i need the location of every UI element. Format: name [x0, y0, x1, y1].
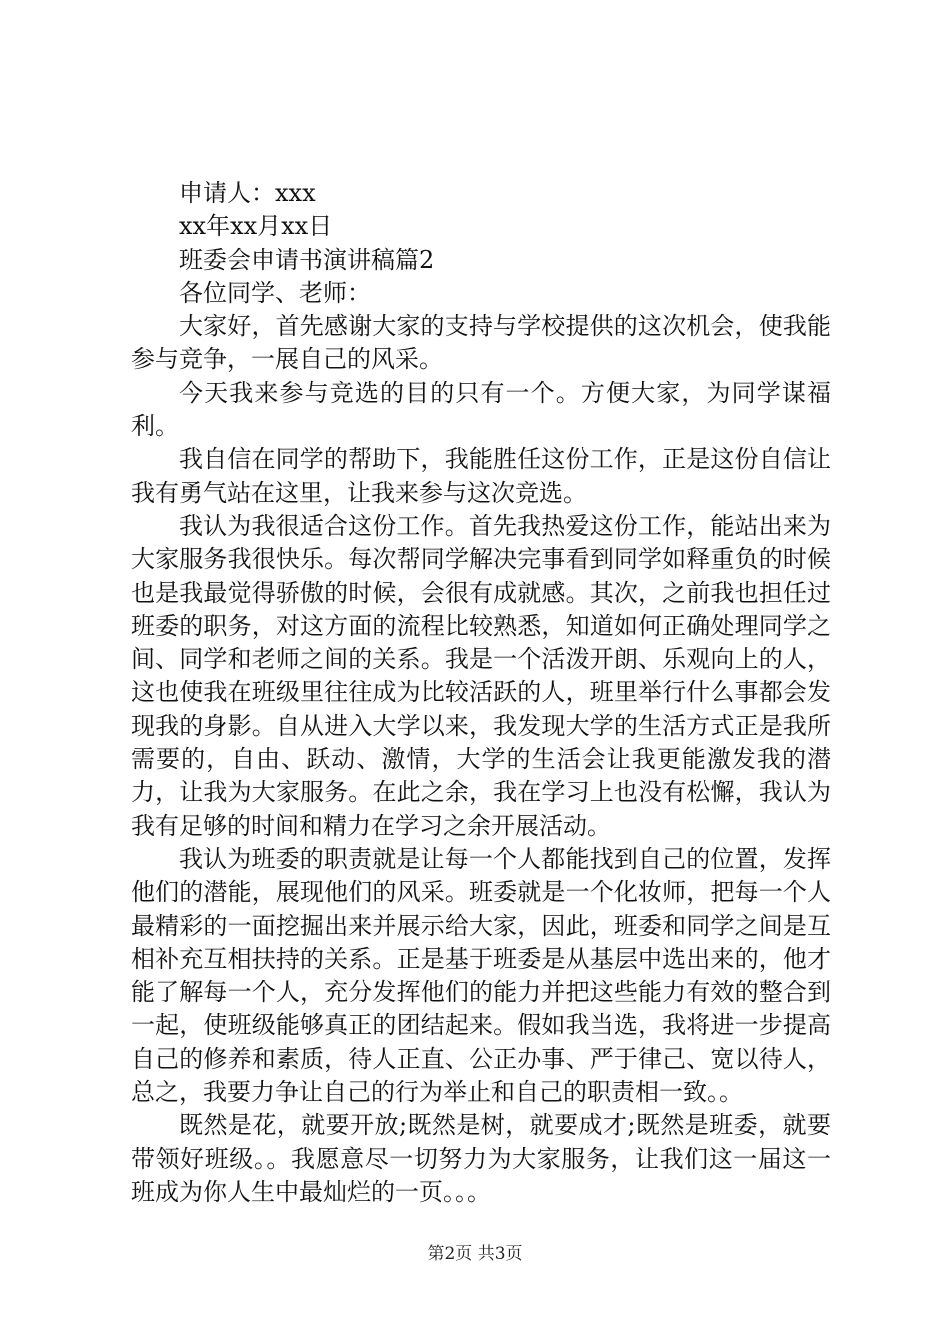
date-line: xx年xx月xx日	[179, 212, 333, 241]
paragraph-5: 我认为班委的职责就是让每一个人都能找到自己的位置，发挥他们的潜能，展现他们的风采。班委就是一个化妆师，把每一个人最精彩的一面挖掘出来并展示给大家，因此，班委和同学之间是互相补充互相扶持的关系。正是基于班委是从基层中选出来的，他才能了解每一个人，充分发挥他们的能力并把这些能力有效的整合到一起，使班级能够真正的团结起来。假如我当选，我将进一步提高自己的修养和素质，待人正直、公正办事、严于律己、宽以待人，总之，我要力争让自己的行为举止和自己的职责相一致。。	[131, 844, 831, 1107]
paragraph-6: 既然是花，就要开放;既然是树，就要成才;既然是班委，就要带领好班级。。我愿意尽一切努力为大家服务，让我们这一届这一班成为你人生中最灿烂的一页。。。	[131, 1111, 831, 1206]
paragraph-1: 大家好，首先感谢大家的支持与学校提供的这次机会，使我能参与竞争，一展自己的风采。	[131, 312, 831, 374]
section-title: 班委会申请书演讲稿篇2	[179, 245, 435, 274]
applicant-line: 申请人：xxx	[179, 179, 316, 207]
page-number-footer: 第2页 共3页	[427, 1244, 523, 1264]
paragraph-2: 今天我来参与竞选的目的只有一个。方便大家，为同学谋福利。	[131, 378, 831, 441]
paragraph-4: 我认为我很适合这份工作。首先我热爱这份工作，能站出来为大家服务我很快乐。每次帮同学解决完事看到同学如释重负的时候也是我最觉得骄傲的时候，会很有成就感。其次，之前我也担任过班委的职务，对这方面的流程比较熟悉，知道如何正确处理同学之间、同学和老师之间的关系。我是一个活泼开朗、乐观向上的人，这也使我在班级里往往成为比较活跃的人，班里举行什么事都会发现我的身影。自从进入大学以来，我发现大学的生活方式正是我所需要的，自由、跃动、激情，大学的生活会让我更能激发我的潜力，让我为大家服务。在此之余，我在学习上也没有松懈，我认为我有足够的时间和精力在学习之余开展活动。	[131, 511, 831, 840]
paragraph-3: 我自信在同学的帮助下，我能胜任这份工作，正是这份自信让我有勇气站在这里，让我来参与这次竞选。	[131, 445, 831, 507]
salutation-line: 各位同学、老师：	[179, 278, 371, 307]
document-body	[131, 177, 831, 1209]
